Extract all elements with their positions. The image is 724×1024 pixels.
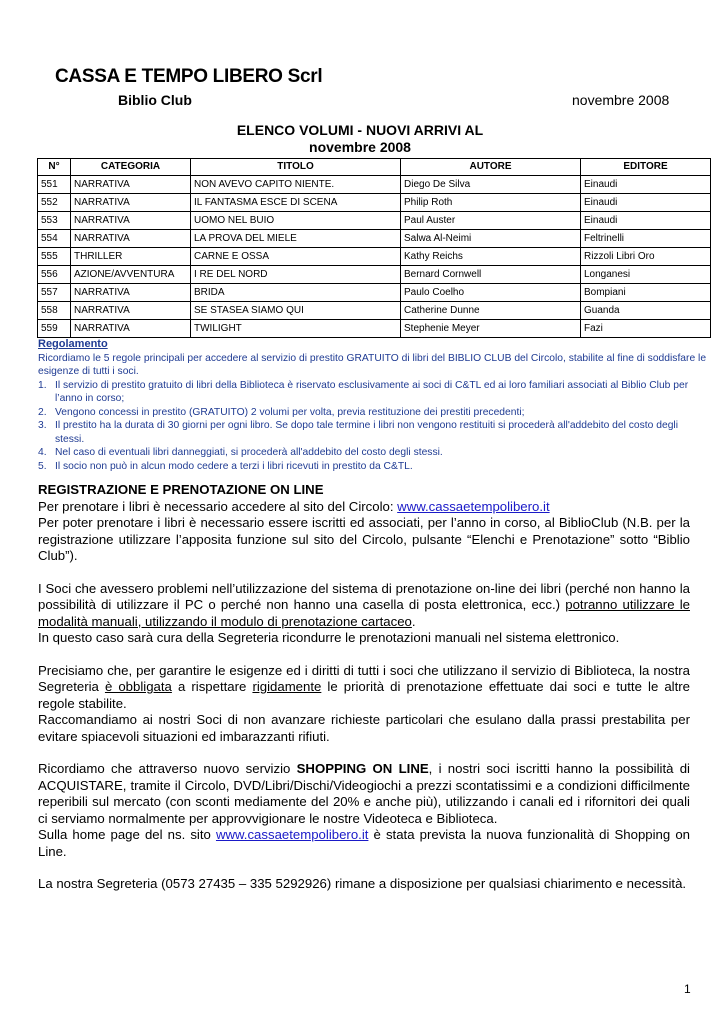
segreteria-note: In questo caso sarà cura della Segreteria ricondurre le prenotazioni manuali nel sistema elettronico. bbox=[38, 630, 620, 645]
cell-category: THRILLER bbox=[71, 248, 191, 266]
registration-line-2: Per poter prenotare i libri è necessario essere iscritti ed associati, per l’anno in corso, al BiblioClub (N.B. per la registrazione utilizzare l’apposita funzione sul sito del Circolo, pulsante “Elenchi e Prenotazione” sotto “Biblio Club”). bbox=[38, 515, 690, 563]
cell-publisher: Fazi bbox=[581, 320, 711, 338]
rule-number: 3. bbox=[38, 420, 47, 431]
cell-author: Diego De Silva bbox=[401, 176, 581, 194]
rule-text: Il prestito ha la durata di 30 giorni per ogni libro. Se dopo tale termine i libri non vengono restituiti si procederà all'addebito del costo degli stessi. bbox=[55, 420, 679, 445]
cell-category: NARRATIVA bbox=[71, 284, 191, 302]
cell-category: NARRATIVA bbox=[71, 194, 191, 212]
rigidamente-underlined: rigidamente bbox=[252, 679, 322, 694]
column-header-title: TITOLO bbox=[191, 159, 401, 176]
cell-category: NARRATIVA bbox=[71, 230, 191, 248]
rule-text: Nel caso di eventuali libri danneggiati, si procederà all'addebito del costo degli stessi. bbox=[55, 447, 443, 458]
cell-number: 554 bbox=[38, 230, 71, 248]
cell-publisher: Rizzoli Libri Oro bbox=[581, 248, 711, 266]
recommendation-text: Raccomandiamo ai nostri Soci di non avanzare richieste particolari che esulano dalla prassi prestabilita per evitare spiacevoli situazioni ed imbarazzanti rifiuti. bbox=[38, 712, 690, 744]
cell-author: Paul Auster bbox=[401, 212, 581, 230]
column-header-category: CATEGORIA bbox=[71, 159, 191, 176]
cell-number: 551 bbox=[38, 176, 71, 194]
column-header-publisher: EDITORE bbox=[581, 159, 711, 176]
rule-number: 4. bbox=[38, 447, 47, 458]
rules-list bbox=[38, 379, 708, 474]
rule-item bbox=[38, 419, 708, 446]
shopping-site-link[interactable]: www.cassaetempolibero.it bbox=[215, 827, 369, 842]
table-row bbox=[38, 194, 711, 212]
column-header-number: N° bbox=[38, 159, 71, 176]
table-header-row bbox=[38, 159, 711, 176]
table-row bbox=[38, 284, 711, 302]
cell-title: UOMO NEL BUIO bbox=[191, 212, 401, 230]
rule-item bbox=[38, 379, 708, 406]
manual-booking-paragraph: I Soci che avessero problemi nell’utilizzazione del sistema di prenotazione on-line dei libri (perché non hanno la possibilità di utilizzare il PC o perché non hanno una casella di posta elettronica, ecc.) potranno utilizzare le modalità manuali, utilizzando il modulo di prenotazione cartaceo. In questo caso sarà cura della Segreteria ricondurre le prenotazioni manuali nel sistema elettronico. bbox=[38, 580, 690, 645]
cell-publisher: Guanda bbox=[581, 302, 711, 320]
club-name: Biblio Club bbox=[118, 92, 192, 108]
priority-paragraph: Precisiamo che, per garantire le esigenze ed i diritti di tutti i soci che utilizzano il servizio di Biblioteca, la nostra Segreteria è obbligata a rispettare rigidamente le priorità di prenotazione effettuate dai soci e tutte le altre regole stabilite. Raccomandiamo ai nostri Soci di non avanzare richieste particolari che esulano dalla prassi prestabilita per evitare spiacevoli situazioni ed imbarazzanti rifiuti. bbox=[38, 662, 691, 744]
regolamento-heading: Regolamento bbox=[38, 338, 108, 350]
cell-publisher: Einaudi bbox=[581, 194, 711, 212]
rule-item bbox=[38, 406, 708, 420]
cell-author: Bernard Cornwell bbox=[401, 266, 581, 284]
cell-publisher: Longanesi bbox=[581, 266, 711, 284]
cell-category: AZIONE/AVVENTURA bbox=[71, 266, 191, 284]
cell-title: TWILIGHT bbox=[191, 320, 401, 338]
rule-number: 2. bbox=[38, 406, 47, 418]
cell-publisher: Einaudi bbox=[581, 212, 711, 230]
registration-section bbox=[38, 482, 690, 909]
manual-booking-underlined: potranno utilizzare le modalità manuali, utilizzando il modulo di prenotazione cartaceo bbox=[38, 597, 690, 629]
cell-title: SE STASEA SIAMO QUI bbox=[191, 302, 401, 320]
cell-author: Salwa Al-Neimi bbox=[401, 230, 581, 248]
regolamento-section bbox=[38, 338, 708, 473]
table-row bbox=[38, 320, 711, 338]
cell-number: 556 bbox=[38, 266, 71, 284]
organization-title: CASSA E TEMPO LIBERO Scrl bbox=[55, 66, 323, 87]
table-row bbox=[38, 212, 711, 230]
rule-text: Vengono concessi in prestito (GRATUITO) 2 volumi per volta, previa restituzione dei prestiti precedenti; bbox=[55, 406, 525, 418]
cell-number: 559 bbox=[38, 320, 71, 338]
registration-heading: REGISTRAZIONE E PRENOTAZIONE ON LINE bbox=[38, 482, 324, 497]
cell-number: 557 bbox=[38, 284, 71, 302]
obbligata-underlined: è obbligata bbox=[104, 679, 172, 694]
cell-title: CARNE E OSSA bbox=[191, 248, 401, 266]
table-row bbox=[38, 248, 711, 266]
cell-number: 558 bbox=[38, 302, 71, 320]
registration-paragraph-1 bbox=[38, 499, 690, 516]
list-title-line-1: ELENCO VOLUMI - NUOVI ARRIVI AL bbox=[236, 122, 484, 138]
table-row bbox=[38, 302, 711, 320]
contact-paragraph: La nostra Segreteria (0573 27435 – 335 5292926) rimane a disposizione per qualsiasi chiarimento e necessità. bbox=[38, 876, 687, 891]
shopping-online-label: SHOPPING ON LINE bbox=[296, 761, 429, 776]
cell-author: Stephenie Meyer bbox=[401, 320, 581, 338]
cell-category: NARRATIVA bbox=[71, 302, 191, 320]
site-link[interactable]: www.cassaetempolibero.it bbox=[397, 498, 550, 514]
column-header-author: AUTORE bbox=[401, 159, 581, 176]
cell-author: Kathy Reichs bbox=[401, 248, 581, 266]
list-title-line-2: novembre 2008 bbox=[309, 139, 411, 155]
cell-category: NARRATIVA bbox=[71, 320, 191, 338]
regolamento-intro: Ricordiamo le 5 regole principali per accedere al servizio di prestito GRATUITO di libri del BIBLIO CLUB del Circolo, stabilite al fine di soddisfare le esigenze di tutti i soci. bbox=[38, 352, 707, 377]
cell-category: NARRATIVA bbox=[71, 212, 191, 230]
table-row bbox=[38, 266, 711, 284]
cell-publisher: Bompiani bbox=[581, 284, 711, 302]
books-table bbox=[37, 158, 711, 338]
cell-number: 555 bbox=[38, 248, 71, 266]
cell-title: NON AVEVO CAPITO NIENTE. bbox=[191, 176, 401, 194]
shopping-paragraph: Ricordiamo che attraverso nuovo servizio SHOPPING ON LINE, i nostri soci iscritti hanno la possibilità di ACQUISTARE, tramite il Circolo, DVD/Libri/Dischi/Videogiochi a prezzi scontatissimi e a condizioni difficilmente reperibili sul mercato (con sconti mediamente del 20% e anche più), utilizzando i canali ed i rifornitori dei quali ci serviamo normalmente per approvvigionare le nostre Videoteca e Biblioteca. Sulla home page del ns. sito www.cassaetempolibero.it è stata prevista la nuova funzionalità di Shopping on Line. bbox=[38, 761, 690, 859]
cell-title: IL FANTASMA ESCE DI SCENA bbox=[191, 194, 401, 212]
rule-item bbox=[38, 446, 708, 460]
cell-author: Paulo Coelho bbox=[401, 284, 581, 302]
rule-text: Il socio non può in alcun modo cedere a terzi i libri ricevuti in prestito da C&TL. bbox=[55, 460, 413, 472]
rule-number: 1. bbox=[38, 379, 47, 391]
cell-publisher: Einaudi bbox=[581, 176, 711, 194]
table-row bbox=[38, 176, 711, 194]
cell-category: NARRATIVA bbox=[71, 176, 191, 194]
list-title bbox=[200, 122, 520, 156]
cell-publisher: Feltrinelli bbox=[581, 230, 711, 248]
cell-author: Catherine Dunne bbox=[401, 302, 581, 320]
cell-title: I RE DEL NORD bbox=[191, 266, 401, 284]
rule-text: Il servizio di prestito gratuito di libri della Biblioteca è riservato esclusivamente ai soci di C&TL ed ai loro familiari associati al Biblio Club per l’anno in corso; bbox=[55, 379, 689, 404]
cell-title: LA PROVA DEL MIELE bbox=[191, 230, 401, 248]
registration-line-1: Per prenotare i libri è necessario accedere al sito del Circolo: bbox=[38, 498, 398, 514]
cell-number: 552 bbox=[38, 194, 71, 212]
rule-item bbox=[38, 460, 708, 474]
rule-number: 5. bbox=[38, 460, 47, 472]
cell-title: BRIDA bbox=[191, 284, 401, 302]
page-number: 1 bbox=[684, 982, 691, 996]
cell-author: Philip Roth bbox=[401, 194, 581, 212]
table-row bbox=[38, 230, 711, 248]
document-date: novembre 2008 bbox=[572, 92, 670, 108]
cell-number: 553 bbox=[38, 212, 71, 230]
